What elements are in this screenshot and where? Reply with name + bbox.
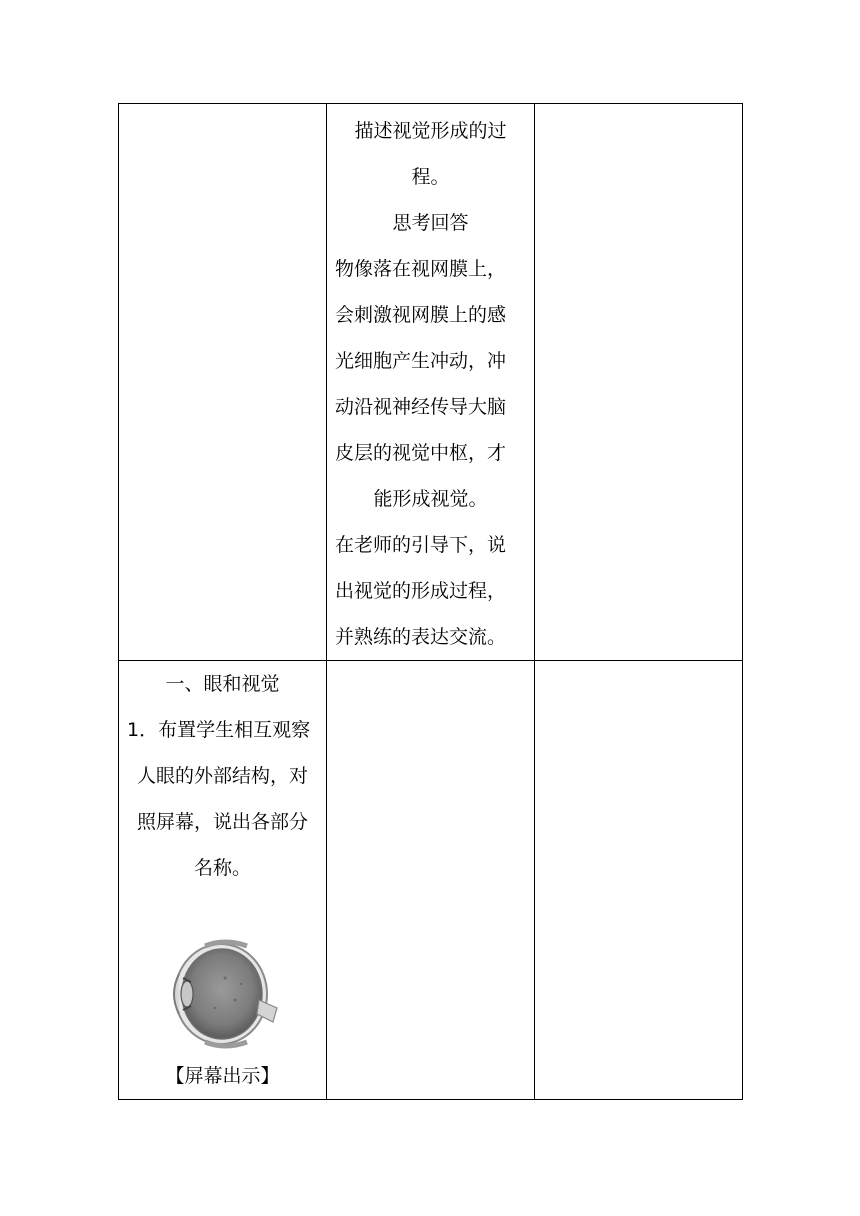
teacher-activity-cell xyxy=(119,104,327,661)
text-line: 照屏幕，说出各部分 xyxy=(136,811,308,833)
text-line: 人眼的外部结构，对 xyxy=(136,765,308,787)
lesson-plan-table xyxy=(118,103,743,1100)
text-line: 思考回答 xyxy=(392,212,469,234)
screen-display-caption: 【屏幕出示】 xyxy=(165,1065,280,1087)
text-line: 程。 xyxy=(411,166,450,188)
text-line: 出视觉的形成过程， xyxy=(335,580,507,602)
table-row xyxy=(119,661,743,1100)
eyeball-illustration xyxy=(127,935,318,1053)
text-line: 光细胞产生冲动，冲 xyxy=(335,350,507,372)
student-activity-cell xyxy=(327,104,535,661)
text-line: 会刺激视网膜上的感 xyxy=(335,304,507,326)
teacher-activity-cell xyxy=(119,661,327,1100)
text-line: 物像落在视网膜上， xyxy=(335,258,507,280)
text-line: 1．布置学生相互观察 xyxy=(127,719,311,741)
text-line: 名称。 xyxy=(193,857,251,879)
text-line: 动沿视神经传导大脑 xyxy=(335,396,507,418)
design-intent-cell xyxy=(535,661,743,1100)
text-line: 并熟练的表达交流。 xyxy=(335,626,507,648)
eyeball-icon xyxy=(165,938,281,1050)
design-intent-cell xyxy=(535,104,743,661)
text-line: 能形成视觉。 xyxy=(373,488,488,510)
text-line: 描述视觉形成的过 xyxy=(354,120,507,142)
text-line: 在老师的引导下，说 xyxy=(335,534,507,556)
section-heading: 一、眼和视觉 xyxy=(165,673,280,695)
table-row xyxy=(119,104,743,661)
student-activity-cell xyxy=(327,661,535,1100)
text-line: 皮层的视觉中枢，才 xyxy=(335,442,507,464)
